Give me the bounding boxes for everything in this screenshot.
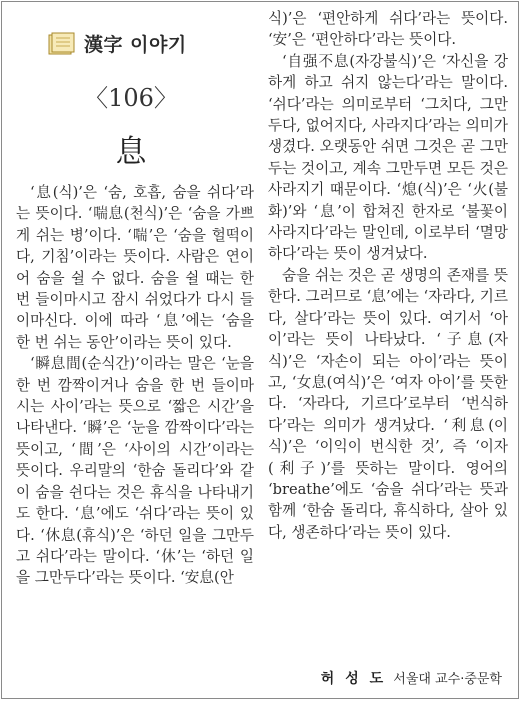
article-panel xyxy=(1,1,519,699)
paragraph: ‘息(식)’은 ‘숨, 호흡, 숨을 쉬다’라는 뜻이다. ‘喘息(천식)’은 ‘숨을 가쁘게 쉬는 병’이다. ‘喘’은 ‘숨을 헐떡이다, 기침’이라는 뜻이다. 사람은 연이어 숨을 쉴 수 없다. 숨을 쉴 때는 한 번 들이마시고 잠시 쉬었다가 다시 들이마신다. 이에 따라 ‘息’에는 ‘숨을 한 번 쉬는 동안’이라는 뜻이 있다. xyxy=(16,184,254,351)
headword: 息 xyxy=(115,134,147,170)
book-icon xyxy=(46,31,76,57)
series-title: 漢字 이야기 xyxy=(84,34,187,56)
series-header xyxy=(46,30,187,57)
paragraph: 식)’은 ‘편안하게 쉬다’라는 뜻이다. ‘安’은 ‘편안하다’라는 뜻이다. xyxy=(268,10,508,49)
author-name: 허 성 도 xyxy=(320,671,387,687)
byline xyxy=(321,668,502,688)
author-affiliation: 서울대 교수·중문학 xyxy=(393,672,502,687)
episode-number: 〈106〉 xyxy=(84,84,178,112)
article-column-2 xyxy=(268,8,508,543)
paragraph: ‘自强不息(자강불식)’은 ‘자신을 강하게 하고 쉬지 않는다’라는 말이다. ‘쉬다’라는 의미로부터 ‘그치다, 그만두다, 없어지다, 사라지다’라는 의미가 생겼다. 오랫동안 쉬면 그것은 곧 그만두는 것이고, 계속 그만두면 모든 것은 사라지기 때문이다. ‘熄(식)’은 ‘火(불 화)’와 ‘息’이 합쳐진 한자로 ‘불꽃이 사라지다’라는 말인데, 이로부터 ‘멸망하다’라는 뜻이 생겨났다. xyxy=(268,52,508,263)
paragraph: ‘瞬息間(순식간)’이라는 말은 ‘눈을 한 번 깜짝이거나 숨을 한 번 들이마시는 사이’라는 뜻으로 ‘짧은 시간’을 나타낸다. ‘瞬’은 ‘눈을 깜짝이다’라는 뜻이고, ‘間’은 ‘사이의 시간’이라는 뜻이다. 우리말의 ‘한숨 돌리다’와 같이 숨을 쉰다는 것은 휴식을 나타내기도 한다. ‘息’에도 ‘쉬다’라는 뜻이 있다. ‘休息(휴식)’은 ‘하던 일을 그만두고 쉬다’라는 말이다. ‘休’는 ‘하던 일을 그만두다’라는 뜻이다. ‘安息(안 xyxy=(16,355,254,587)
article-column-1 xyxy=(16,182,254,589)
paragraph: 숨을 쉬는 것은 곧 생명의 존재를 뜻한다. 그러므로 ‘息’에는 ‘자라다, 기르다, 살다’라는 뜻이 있다. 여기서 ‘아이’라는 뜻이 나타났다. ‘子息(자식)’은 ‘자손이 되는 아이’라는 뜻이고, ‘女息(여식)’은 ‘여자 아이’를 뜻한다. ‘자라다, 기르다’로부터 ‘번식하다’라는 의미가 생겨났다. ‘利息(이식)’은 ‘이익이 번식한 것’, 즉 ‘이자(利子)’를 뜻하는 말이다. 영어의 ‘breathe’에도 ‘숨을 쉬다’라는 뜻과 함께 ‘한숨 돌리다, 휴식하다, 살아 있다, 생존하다’라는 뜻이 있다. xyxy=(268,266,508,541)
